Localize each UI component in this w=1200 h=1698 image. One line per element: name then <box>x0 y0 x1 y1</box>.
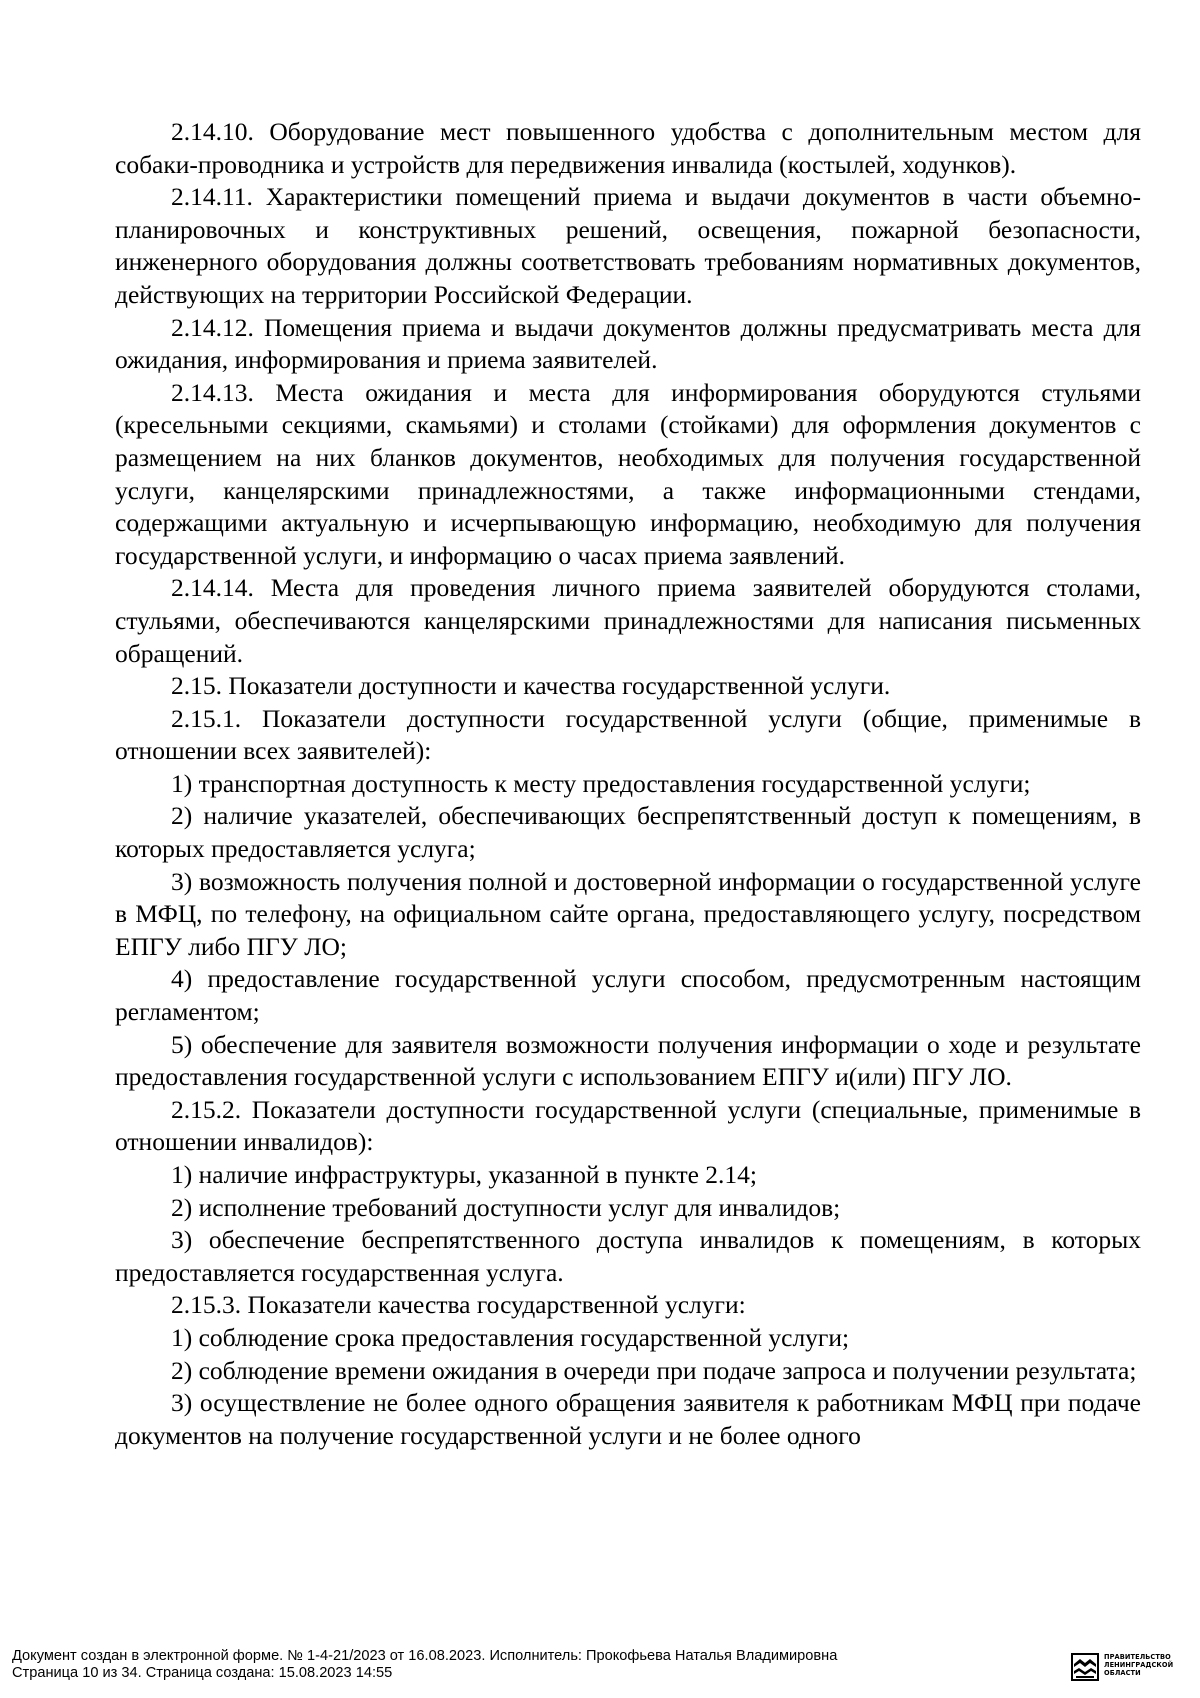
paragraph: 2.15.3. Показатели качества государственной услуги: <box>171 1290 746 1320</box>
list-item: 2) соблюдение времени ожидания в очереди при подаче запроса и получении результата; <box>171 1355 1137 1385</box>
logo-line: ПРАВИТЕЛЬСТВО <box>1104 1653 1171 1661</box>
page-footer <box>12 1648 1188 1690</box>
list-item: 5) обеспечение для заявителя возможности получения информации о ходе и результате предоставления государственной услуги с использованием ЕПГУ и(или) ПГУ ЛО. <box>115 1029 1141 1092</box>
paragraph: 2.14.13. Места ожидания и места для информирования оборудуются стульями (кресельными секциями, скамьями) и столами (стойками) для оформления документов с размещением на них бланков документов, необходимых для получения государственной услуги, канцелярскими принадлежностями, а также информационными стендами, содержащими актуальную и исчерпывающую информацию, необходимую для получения государственной услуги, и информацию о часах приема заявлений. <box>115 377 1141 570</box>
paragraph: 2.15.2. Показатели доступности государственной услуги (специальные, применимые в отношении инвалидов): <box>115 1094 1141 1157</box>
paragraph: 2.14.12. Помещения приема и выдачи документов должны предусматривать места для ожидания, информирования и приема заявителей. <box>115 312 1141 375</box>
list-item: 2) наличие указателей, обеспечивающих беспрепятственный доступ к помещениям, в которых предоставляется услуга; <box>115 801 1141 864</box>
list-item: 3) возможность получения полной и достоверной информации о государственной услуге в МФЦ, по телефону, на официальном сайте органа, предоставляющего услугу, посредством ЕПГУ либо ПГУ ЛО; <box>115 866 1141 961</box>
logo-line: ЛЕНИНГРАДСКОЙ <box>1104 1661 1174 1669</box>
paragraph: 2.15. Показатели доступности и качества государственной услуги. <box>171 671 891 701</box>
paragraph: 2.15.1. Показатели доступности государственной услуги (общие, применимые в отношении всех заявителей): <box>115 703 1141 766</box>
paragraph: 2.14.11. Характеристики помещений приема и выдачи документов в части объемно-планировочных и конструктивных решений, освещения, пожарной безопасности, инженерного оборудования должны соответствовать требованиям нормативных документов, действующих на территории Российской Федерации. <box>115 182 1141 309</box>
list-item: 1) наличие инфраструктуры, указанной в пункте 2.14; <box>171 1160 757 1189</box>
coat-of-arms-icon <box>1070 1652 1100 1682</box>
footer-document-info: Документ создан в электронной форме. № 1-4-21/2023 от 16.08.2023. Исполнитель: Прокофьева Наталья Владимировна <box>12 1648 838 1664</box>
footer-text <box>12 1648 837 1682</box>
list-item: 2) исполнение требований доступности услуг для инвалидов; <box>171 1192 841 1222</box>
footer-page-info: Страница 10 из 34. Страница создана: 15.08.2023 14:55 <box>12 1665 393 1681</box>
list-item: 1) транспортная доступность к месту предоставления государственной услуги; <box>171 768 1031 798</box>
paragraph: 2.14.14. Места для проведения личного приема заявителей оборудуются столами, стульями, обеспечиваются канцелярскими принадлежностями для написания письменных обращений. <box>115 573 1141 668</box>
list-item: 3) осуществление не более одного обращения заявителя к работникам МФЦ при подаче документов на получение государственной услуги и не более одного <box>115 1388 1141 1450</box>
paragraph: 2.14.10. Оборудование мест повышенного удобства с дополнительным местом для собаки-проводника и устройств для передвижения инвалида (костылей, ходунков). <box>115 117 1141 179</box>
list-item: 4) предоставление государственной услуги способом, предусмотренным настоящим регламентом; <box>115 964 1141 1027</box>
logo-caption <box>1104 1653 1190 1677</box>
list-item: 1) соблюдение срока предоставления государственной услуги; <box>171 1322 850 1352</box>
list-item: 3) обеспечение беспрепятственного доступа инвалидов к помещениям, в которых предоставляется государственная услуга. <box>115 1225 1141 1287</box>
government-logo <box>1070 1652 1188 1686</box>
logo-line: ОБЛАСТИ <box>1104 1669 1141 1677</box>
document-body <box>115 116 1141 1452</box>
